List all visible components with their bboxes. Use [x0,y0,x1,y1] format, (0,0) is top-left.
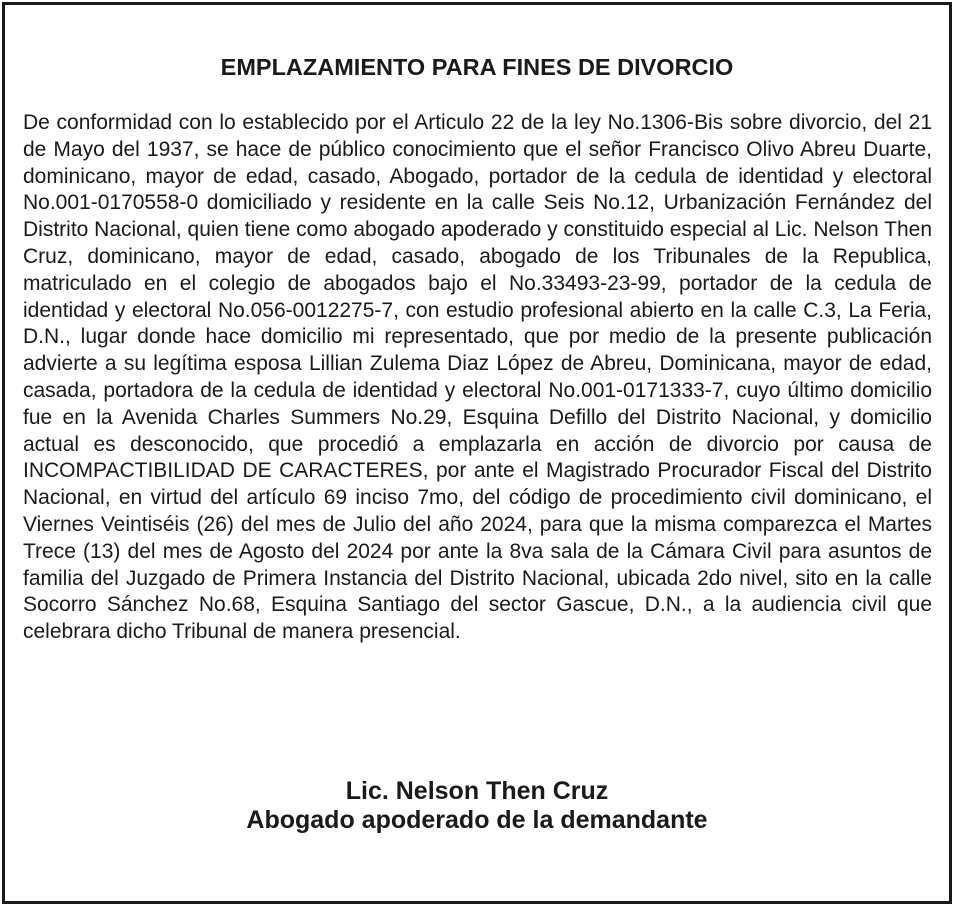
signature-block [5,777,949,835]
notice-title: EMPLAZAMIENTO PARA FINES DE DIVORCIO [220,54,734,80]
signature-name: Lic. Nelson Then Cruz [345,777,609,805]
legal-notice-box [2,2,952,904]
signature-role: Abogado apoderado de la demandante [246,806,708,834]
notice-body: De conformidad con lo establecido por el Articulo 22 de la ley No.1306-Bis sobre divorcio, del 21 de Mayo del 1937, se hace de público conocimiento que el señor Francisco Olivo Abreu Duarte, dominicano, mayor de edad, casado, Abogado, portador de la cedula de identidad y electoral No.001-0170558-0 domiciliado y residente en la calle Seis No.12, Urbanización Fernández del Distrito Nacional, quien tiene como abogado apoderado y constituido especial al Lic. Nelson Then Cruz, dominicano, mayor de edad, casado, abogado de los Tribunales de la Republica, matriculado en el colegio de abogados bajo el No.33493-23-99, portador de la cedula de identidad y electoral No.056-0012275-7, con estudio profesional abierto en la calle C.3, La Feria, D.N., lugar donde hace domicilio mi representado, que por medio de la presente publicación advierte a su legítima esposa Lillian Zulema Diaz López de Abreu, Dominicana, mayor de edad, casada, portadora de la cedula de identidad y electoral No.001-0171333-7, cuyo último domicilio fue en la Avenida Charles Summers No.29, Esquina Defillo del Distrito Nacional, y domicilio actual es desconocido, que procedió a emplazarla en acción de divorcio por causa de INCOMPACTIBILIDAD DE CARACTERES, por ante el Magistrado Procurador Fiscal del Distrito Nacional, en virtud del artículo 69 inciso 7mo, del código de procedimiento civil dominicano, el Viernes Veintiséis (26) del mes de Julio del año 2024, para que la misma comparezca el Martes Trece (13) del mes de Agosto del 2024 por ante la 8va sala de la Cámara Civil para asuntos de familia del Juzgado de Primera Instancia del Distrito Nacional, ubicada 2do nivel, sito en la calle Socorro Sánchez No.68, Esquina Santiago del sector Gascue, D.N., a la audiencia civil que celebrara dicho Tribunal de manera presencial. [23,111,933,644]
